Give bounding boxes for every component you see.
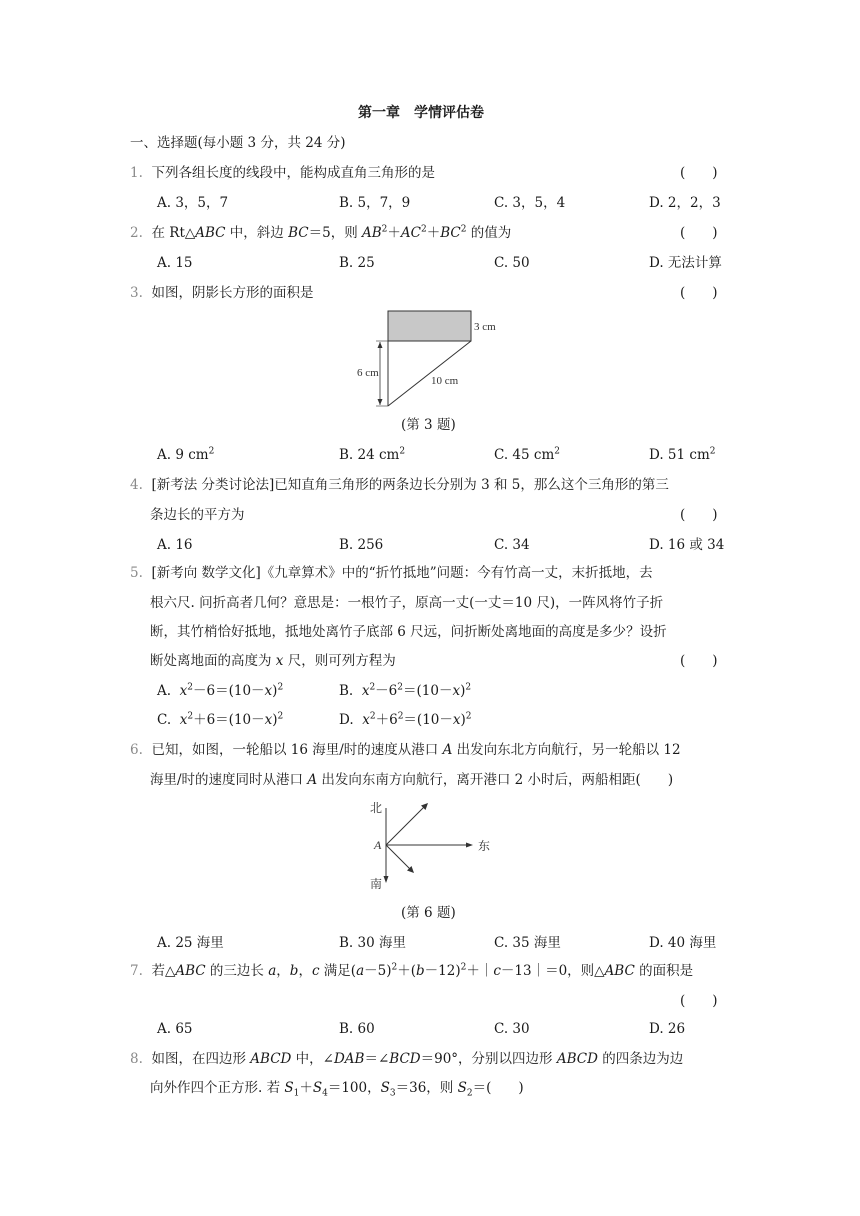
question-6-line-2	[150, 771, 673, 789]
option-a	[157, 446, 214, 464]
option-b: B. 25	[339, 255, 375, 271]
question-number: 1.	[130, 165, 143, 181]
stem-text: ＝36，则	[395, 1080, 458, 1096]
stem-text: 在 Rt△	[151, 225, 196, 241]
answer-paren: ( )	[680, 653, 718, 669]
math-var: b	[289, 963, 299, 979]
math-var: x	[179, 712, 188, 728]
option-text: ＋6	[375, 712, 398, 728]
option-d: D. 26	[649, 1021, 686, 1037]
stem-text: ＋(	[397, 963, 416, 979]
option-c: C. 50	[494, 255, 530, 271]
unit: cm	[689, 447, 710, 463]
question-stem: [新考法 分类讨论法]已知直角三角形的两条边长分别为 3 和 5，那么这个三角形的第三	[151, 477, 669, 493]
option-a: A. 16	[157, 537, 193, 553]
stem-text: －13｜＝0，则△	[500, 963, 605, 979]
stem-text: －5)	[364, 963, 392, 979]
option-a: A. 15	[157, 255, 193, 271]
arrowhead-up	[378, 342, 383, 348]
math-var: x	[361, 683, 370, 699]
math-var: x	[264, 712, 273, 728]
math-var: DAB	[333, 1051, 365, 1067]
superscript: 2	[465, 682, 472, 693]
option-text: )	[272, 683, 278, 699]
stem-text: 满足(	[319, 963, 357, 979]
superscript: 2	[187, 682, 193, 693]
option-label: B.	[339, 683, 354, 699]
stem-text: 如图，在四边形	[151, 1051, 251, 1067]
stem-text: ＋	[387, 225, 401, 241]
superscript: 2	[277, 711, 284, 722]
stem-text: 已知，如图，一轮船以 16 海里/时的速度从港口	[151, 742, 443, 758]
stem-text: 向外作四个正方形. 若	[150, 1080, 285, 1096]
option-label: A.	[157, 683, 172, 699]
math-var: ABC	[604, 963, 635, 979]
south-arrowhead	[384, 876, 389, 883]
label-south: 南	[370, 877, 383, 891]
option-c	[494, 446, 560, 464]
stem-text: －12)	[424, 963, 461, 979]
math-var: b	[416, 963, 425, 979]
question-number: 7.	[130, 963, 143, 979]
question-5-line-3: 断，其竹梢恰好抵地，抵地处离竹子底部 6 尺远，问折断处离地面的高度是多少？设折	[150, 624, 667, 640]
question-number: 4.	[130, 477, 143, 493]
math-var: ABCD	[250, 1051, 292, 1067]
option-c: C. 34	[494, 537, 530, 553]
superscript: 2	[554, 446, 561, 457]
math-var: BC	[288, 225, 309, 241]
superscript: 2	[421, 224, 427, 235]
math-var: A	[442, 742, 453, 758]
stem-text: ＝90°，分别以四边形	[420, 1051, 557, 1067]
superscript: 2	[397, 682, 403, 693]
math-var: a	[268, 963, 277, 979]
math-var: x	[362, 712, 370, 728]
question-7	[130, 962, 693, 980]
figure-3	[355, 306, 515, 414]
stem-text: 中，∠	[291, 1051, 334, 1067]
stem-text: 的三边长	[205, 963, 269, 979]
option-text: ＝(10－	[403, 712, 453, 728]
option-text: C. 45	[494, 447, 534, 463]
option-text: )	[460, 683, 466, 699]
math-var: BC	[440, 225, 461, 241]
math-var: x	[179, 683, 188, 699]
question-5	[130, 564, 653, 582]
option-c: C. 3，5，4	[494, 195, 566, 211]
stem-text: 中，斜边	[225, 225, 289, 241]
figure-caption: (第 6 题)	[401, 905, 456, 921]
option-a: A. 3，5，7	[157, 195, 229, 211]
question-number: 6.	[130, 742, 143, 758]
option-a: A. 65	[157, 1021, 193, 1037]
section-heading: 一、选择题(每小题 3 分，共 24 分)	[130, 135, 346, 151]
option-label: C.	[157, 712, 172, 728]
option-text: －6	[375, 683, 398, 699]
option-b	[339, 446, 405, 464]
option-d: D. 2，2，3	[649, 195, 721, 211]
stem-text: 断处离地面的高度为	[150, 653, 276, 669]
stem-text: 的值为	[466, 225, 512, 241]
superscript: 2	[460, 962, 467, 973]
southeast-route	[386, 845, 412, 871]
option-text: －6＝(10－	[193, 683, 265, 699]
stem-text: 的四条边为边	[597, 1051, 684, 1067]
subscript: 1	[293, 1088, 300, 1099]
stem-text: ＝( )	[472, 1080, 524, 1096]
option-b: B. 30 海里	[339, 935, 406, 951]
question-2	[130, 224, 511, 242]
answer-paren: ( )	[680, 993, 718, 1009]
stem-text: ，	[298, 963, 312, 979]
label-3cm: 3 cm	[474, 321, 496, 333]
math-var: BCD	[389, 1051, 421, 1067]
superscript: 2	[277, 682, 284, 693]
question-6	[130, 741, 681, 759]
label-north: 北	[370, 801, 383, 815]
math-var: a	[356, 963, 365, 979]
answer-paren: ( )	[680, 285, 718, 301]
stem-text: 海里/时的速度同时从港口	[150, 772, 308, 788]
shaded-rectangle	[388, 311, 471, 341]
superscript: 2	[187, 711, 194, 722]
question-number: 2.	[130, 225, 143, 241]
math-var: x	[452, 683, 461, 699]
label-port-a: A	[374, 838, 382, 852]
subscript: 4	[322, 1088, 328, 1099]
option-c: C. 30	[494, 1021, 530, 1037]
option-d	[649, 446, 716, 464]
question-1	[130, 164, 435, 182]
option-d: D. 16 或 34	[649, 537, 725, 553]
stem-text: ＋	[426, 225, 441, 241]
option-text: ＋6＝(10－	[193, 712, 265, 728]
unit: cm	[378, 447, 400, 463]
question-8	[130, 1050, 683, 1068]
stem-text: 出发向东北方向航行，另一轮船以 12	[452, 742, 681, 758]
label-10cm: 10 cm	[431, 375, 459, 387]
math-var: S	[380, 1080, 390, 1096]
option-label: D.	[339, 712, 354, 728]
superscript: 2	[208, 446, 215, 457]
stem-text: ＝5，则	[308, 225, 362, 241]
option-text: )	[272, 712, 278, 728]
math-var: x	[264, 683, 273, 699]
stem-text: 尺，则可列方程为	[283, 653, 396, 669]
superscript: 2	[391, 962, 398, 973]
question-number: 8.	[130, 1051, 143, 1067]
question-8-line-2	[150, 1079, 524, 1097]
math-var: S	[457, 1080, 467, 1096]
answer-paren: ( )	[680, 165, 718, 181]
math-var: ABC	[195, 225, 226, 241]
option-text: B. 24	[339, 447, 379, 463]
superscript: 2	[397, 711, 404, 722]
superscript: 2	[399, 446, 406, 457]
question-stem: 如图，阴影长方形的面积是	[151, 285, 314, 301]
subscript: 3	[389, 1088, 396, 1099]
option-a	[157, 682, 283, 700]
unit: cm	[533, 447, 555, 463]
option-d: D. 40 海里	[649, 935, 717, 951]
question-4	[130, 476, 669, 494]
stem-text: 的面积是	[634, 963, 694, 979]
stem-text: ＋｜	[466, 963, 494, 979]
superscript: 2	[709, 446, 716, 457]
superscript: 2	[460, 224, 467, 235]
figure-6	[360, 796, 500, 896]
option-b: B. 5，7，9	[339, 195, 411, 211]
math-var: AB	[362, 225, 382, 241]
label-6cm: 6 cm	[357, 367, 379, 379]
page-title: 第一章 学情评估卷	[358, 105, 484, 121]
question-5-line-4	[150, 652, 396, 670]
figure-caption: (第 3 题)	[401, 417, 456, 433]
math-var: AC	[400, 225, 421, 241]
option-a: A. 25 海里	[157, 935, 224, 951]
math-var: ABC	[175, 963, 206, 979]
option-text: D. 51	[649, 447, 690, 463]
math-var: c	[311, 963, 320, 979]
answer-paren: ( )	[680, 225, 718, 241]
math-var: S	[312, 1080, 323, 1096]
option-b: B. 256	[339, 537, 384, 553]
unit: cm	[188, 447, 209, 463]
math-var: ABCD	[556, 1051, 598, 1067]
question-number: 5.	[130, 565, 143, 581]
question-stem: 下列各组长度的线段中，能构成直角三角形的是	[151, 165, 435, 181]
option-c: C. 35 海里	[494, 935, 561, 951]
stem-text: 若△	[151, 963, 176, 979]
hypotenuse	[388, 341, 471, 406]
arrowhead-down	[378, 399, 383, 405]
math-var: A	[307, 772, 318, 788]
superscript: 2	[369, 711, 376, 722]
east-arrowhead	[466, 843, 473, 848]
option-text: ＝(10－	[403, 683, 453, 699]
northeast-route	[386, 805, 426, 845]
subscript: 2	[466, 1088, 473, 1099]
superscript: 2	[381, 224, 388, 235]
question-5-line-2: 根六尺. 问折高者几何？意思是：一根竹子，原高一丈(一丈＝10 尺)，一阵风将竹子折	[150, 595, 664, 611]
stem-text: ＋	[299, 1080, 313, 1096]
math-var: c	[493, 963, 501, 979]
stem-text: ＝∠	[364, 1051, 390, 1067]
label-east: 东	[478, 839, 491, 853]
stem-text: 出发向东南方向航行，离开港口 2 小时后，两船相距( )	[317, 772, 674, 788]
answer-paren: ( )	[680, 507, 718, 523]
option-c	[157, 711, 283, 729]
option-b: B. 60	[339, 1021, 375, 1037]
option-d: D. 无法计算	[649, 255, 722, 271]
superscript: 2	[465, 711, 472, 722]
option-b	[339, 682, 471, 700]
stem-text: ，	[276, 963, 290, 979]
option-d	[339, 711, 472, 729]
question-stem: [新考向 数学文化]《九章算术》中的“折竹抵地”问题：今有竹高一丈，末折抵地，去	[151, 565, 653, 581]
option-text: A. 9	[157, 447, 189, 463]
math-var: x	[452, 712, 461, 728]
stem-text: ＝100，	[327, 1080, 381, 1096]
math-var: x	[275, 653, 284, 669]
superscript: 2	[369, 682, 376, 693]
question-number: 3.	[130, 285, 143, 301]
question-4-line-2: 条边长的平方为	[150, 507, 245, 523]
option-text: )	[460, 712, 466, 728]
math-var: S	[284, 1080, 294, 1096]
question-3	[130, 284, 313, 302]
